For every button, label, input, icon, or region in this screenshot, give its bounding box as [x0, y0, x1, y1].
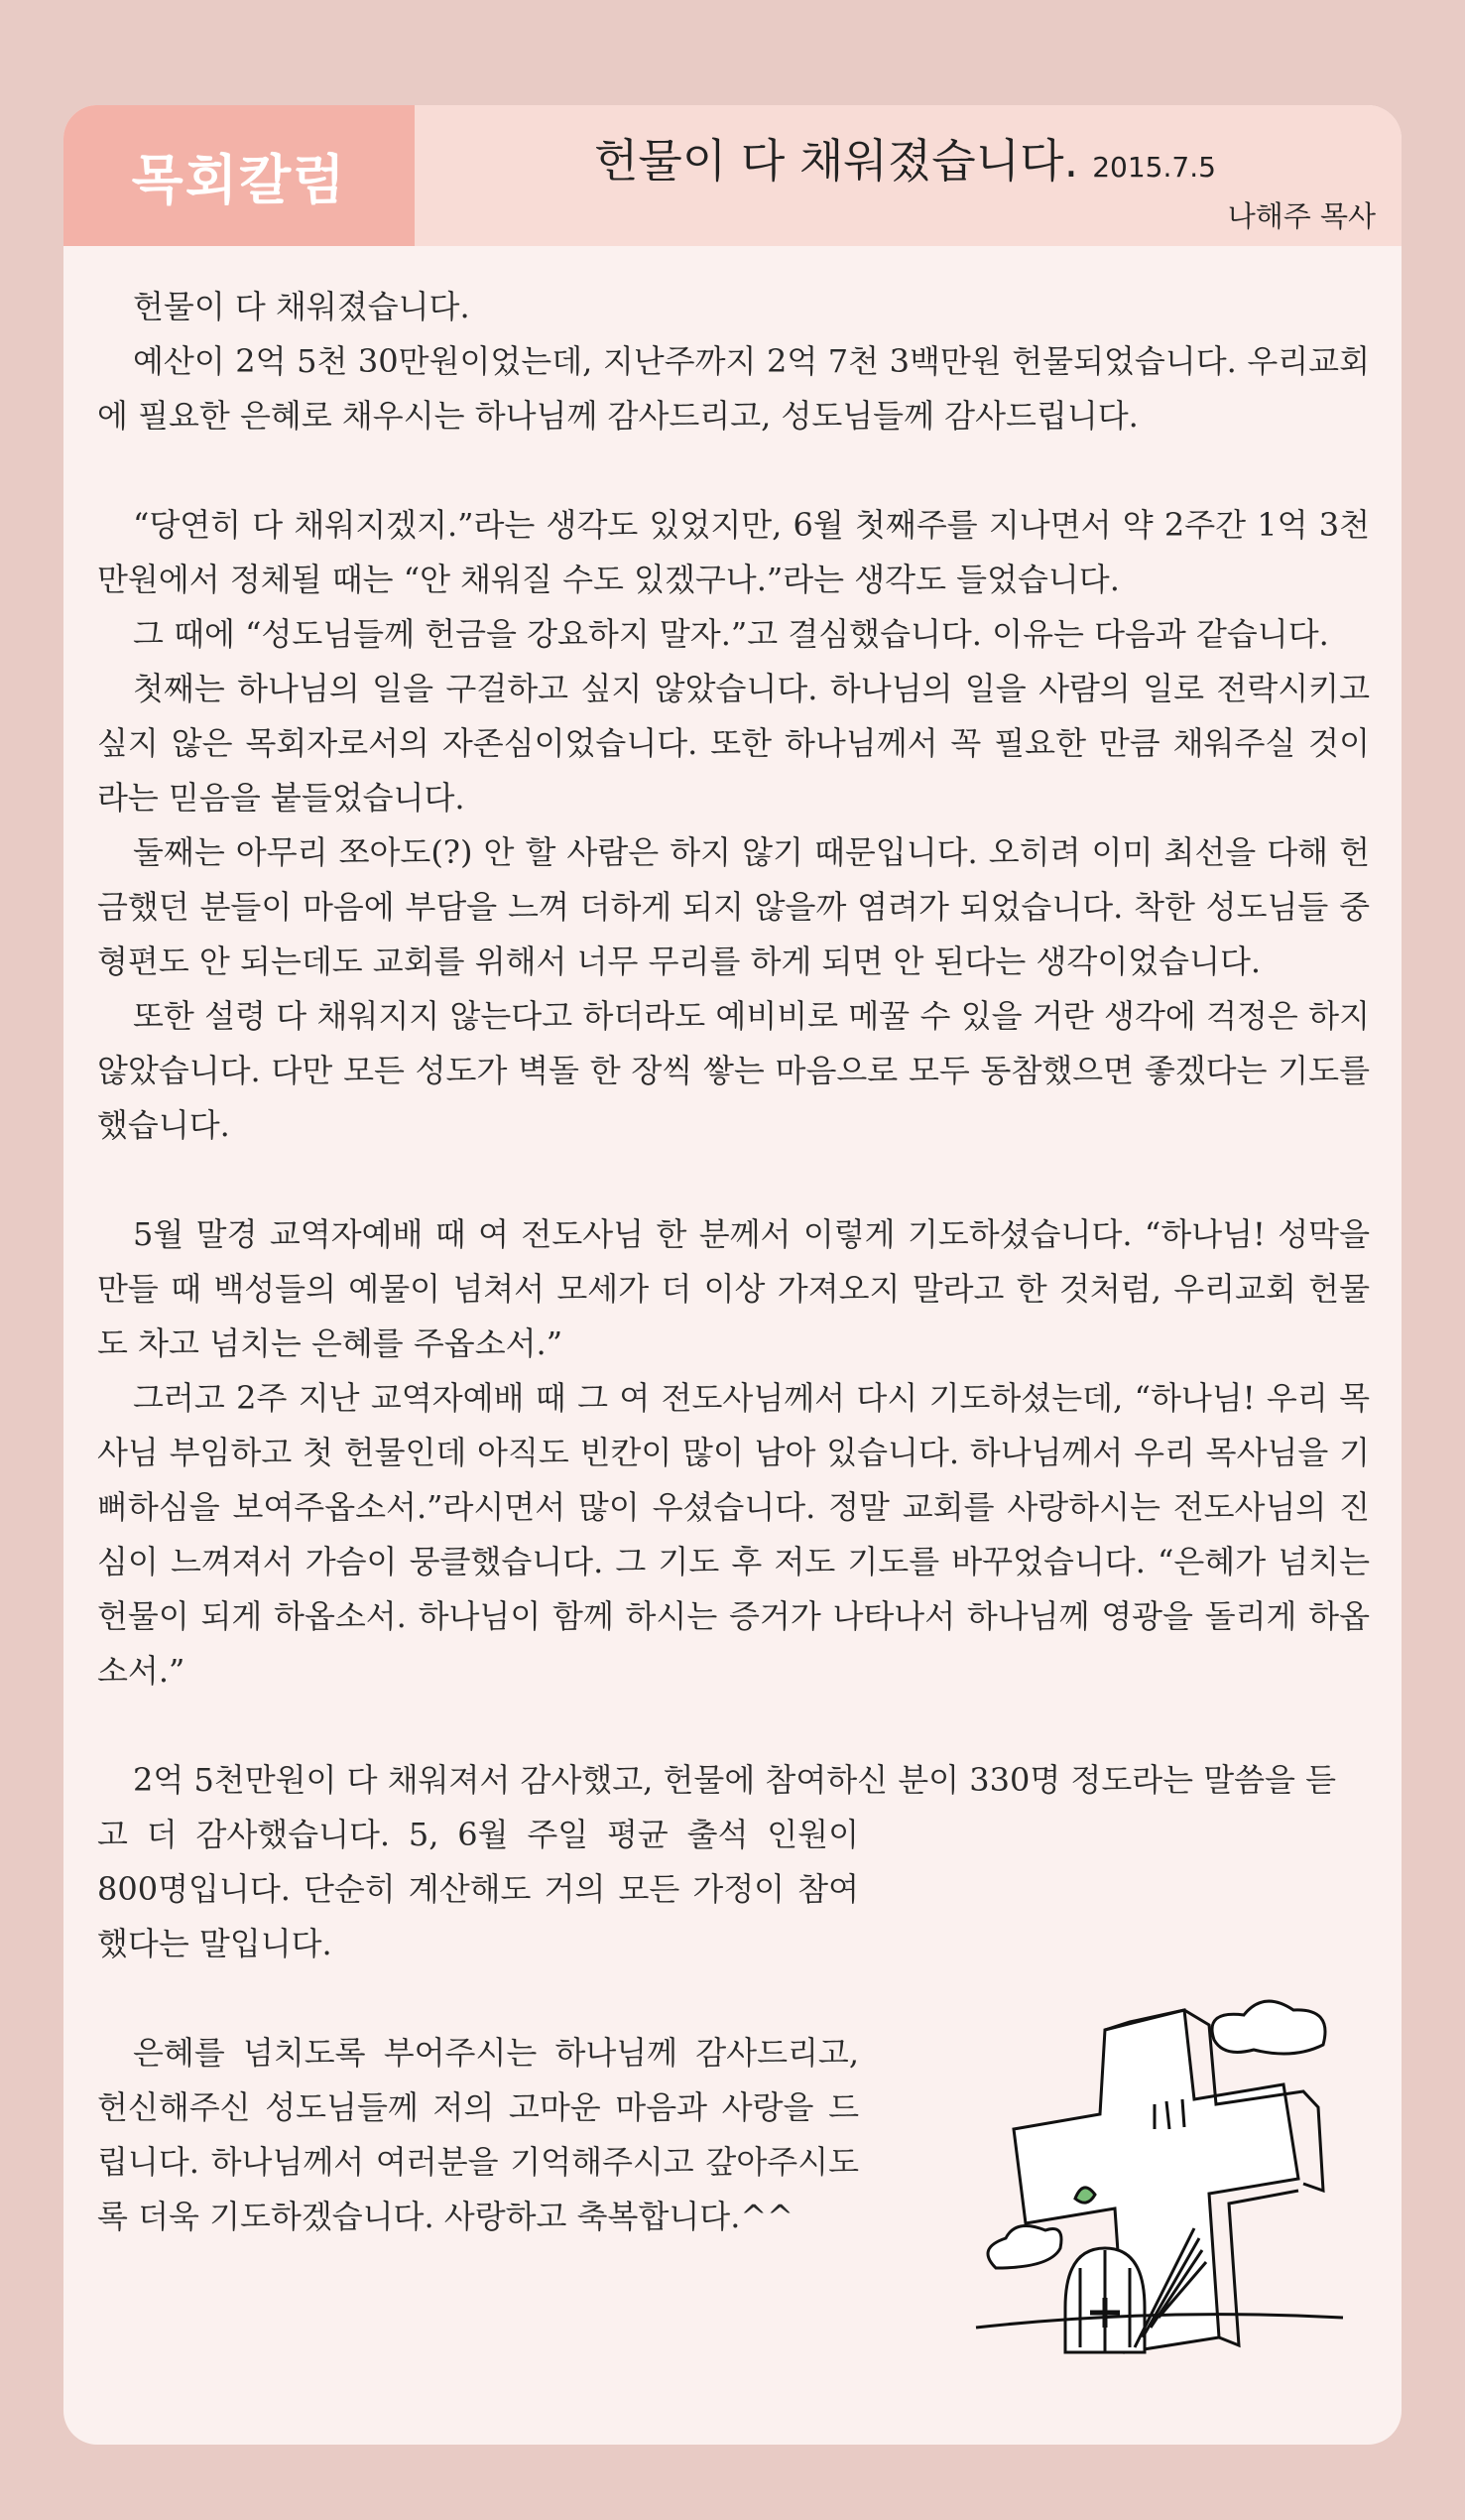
- column-card: [63, 105, 1402, 2445]
- column-header: [63, 105, 1402, 246]
- paragraph: “당연히 다 채워지겠지.”라는 생각도 있었지만, 6월 첫째주를 지나면서 약 2주간 1억 3천만원에서 정체될 때는 “안 채워질 수도 있겠구나.”라는 생각도 들었습니다.: [97, 506, 1370, 598]
- paragraph: 은혜를 넘치도록 부어주시는 하나님께 감사드리고, 헌신해주신 성도님들께 저의 고마운 마음과 사랑을 드립니다. 하나님께서 여러분을 기억해주시고 갚아주시도록 더욱 기도하겠습니다. 사랑하고 축복합니다.^^: [97, 2034, 859, 2235]
- paragraph: 예산이 2억 5천 30만원이었는데, 지난주까지 2억 7천 3백만원 헌물되었습니다. 우리교회에 필요한 은혜로 채우시는 하나님께 감사드리고, 성도님들께 감사드립니다.: [97, 342, 1370, 435]
- paragraph: 5월 말경 교역자예배 때 여 전도사님 한 분께서 이렇게 기도하셨습니다. “하나님! 성막을 만들 때 백성들의 예물이 넘쳐서 모세가 더 이상 가져오지 말라고 한 것처럼, 우리교회 헌물도 차고 넘치는 은혜를 주옵소서.”: [97, 1215, 1370, 1362]
- column-label-box: [63, 105, 415, 246]
- paragraph: 그러고 2주 지난 교역자예배 때 그 여 전도사님께서 다시 기도하셨는데, “하나님! 우리 목사님 부임하고 첫 헌물인데 아직도 빈칸이 많이 남아 있습니다. 하나님께서 우리 목사님을 기뻐하심을 보여주옵소서.”라시면서 많이 우셨습니다. 정말 교회를 사랑하시는 전도사님의 진심이 느껴져서 가슴이 뭉클했습니다. 그 기도 후 저도 기도를 바꾸었습니다. “은혜가 넘치는 헌물이 되게 하옵소서. 하나님이 함께 하시는 증거가 나타나서 하나님께 영광을 돌리게 하옵소서.”: [97, 1379, 1370, 1690]
- paragraph: 둘째는 아무리 쪼아도(?) 안 할 사람은 하지 않기 때문입니다. 오히려 이미 최선을 다해 헌금했던 분들이 마음에 부담을 느껴 더하게 되지 않을까 염려가 되었습니다. 착한 성도님들 중 형편도 안 되는데도 교회를 위해서 너무 무리를 하게 되면 안 된다는 생각이었습니다.: [97, 833, 1370, 980]
- paragraph: 고 더 감사했습니다. 5, 6월 주일 평균 출석 인원이 800명입니다. 단순히 계산해도 거의 모든 가정이 참여했다는 말입니다.: [97, 1816, 859, 1962]
- paragraph: 또한 설령 다 채워지지 않는다고 하더라도 예비비로 메꿀 수 있을 거란 생각에 걱정은 하지 않았습니다. 다만 모든 성도가 벽돌 한 장씩 쌓는 마음으로 모두 동참했으면 좋겠다는 기도를 했습니다.: [97, 997, 1370, 1144]
- paragraph: 첫째는 하나님의 일을 구걸하고 싶지 않았습니다. 하나님의 일을 사람의 일로 전락시키고 싶지 않은 목회자로서의 자존심이었습니다. 또한 하나님께서 꼭 필요한 만큼 채워주실 것이라는 믿음을 붙들었습니다.: [97, 670, 1370, 817]
- article-title-line: [594, 125, 1216, 190]
- paragraph-gap: [97, 443, 1370, 498]
- article-body: [97, 280, 1370, 2244]
- article-date: 2015.7.5: [1092, 151, 1216, 184]
- paragraph: 그 때에 “성도님들께 헌금을 강요하지 말자.”고 결심했습니다. 이유는 다음과 같습니다.: [133, 615, 1329, 653]
- cross-church-illustration: [956, 1970, 1353, 2367]
- author-name: 나해주 목사: [1227, 199, 1376, 233]
- paragraph-line: 2억 5천만원이 다 채워져서 감사했고, 헌물에 참여하신 분이 330명 정도라는 말씀을 듣: [133, 1761, 1337, 1799]
- column-label: 목회칼럼: [131, 148, 347, 211]
- paragraph-gap: [97, 1153, 1370, 1207]
- article-title: 헌물이 다 채워졌습니다.: [594, 134, 1079, 188]
- paragraph-gap: [97, 1699, 1370, 1753]
- paragraph: 헌물이 다 채워졌습니다.: [133, 288, 470, 325]
